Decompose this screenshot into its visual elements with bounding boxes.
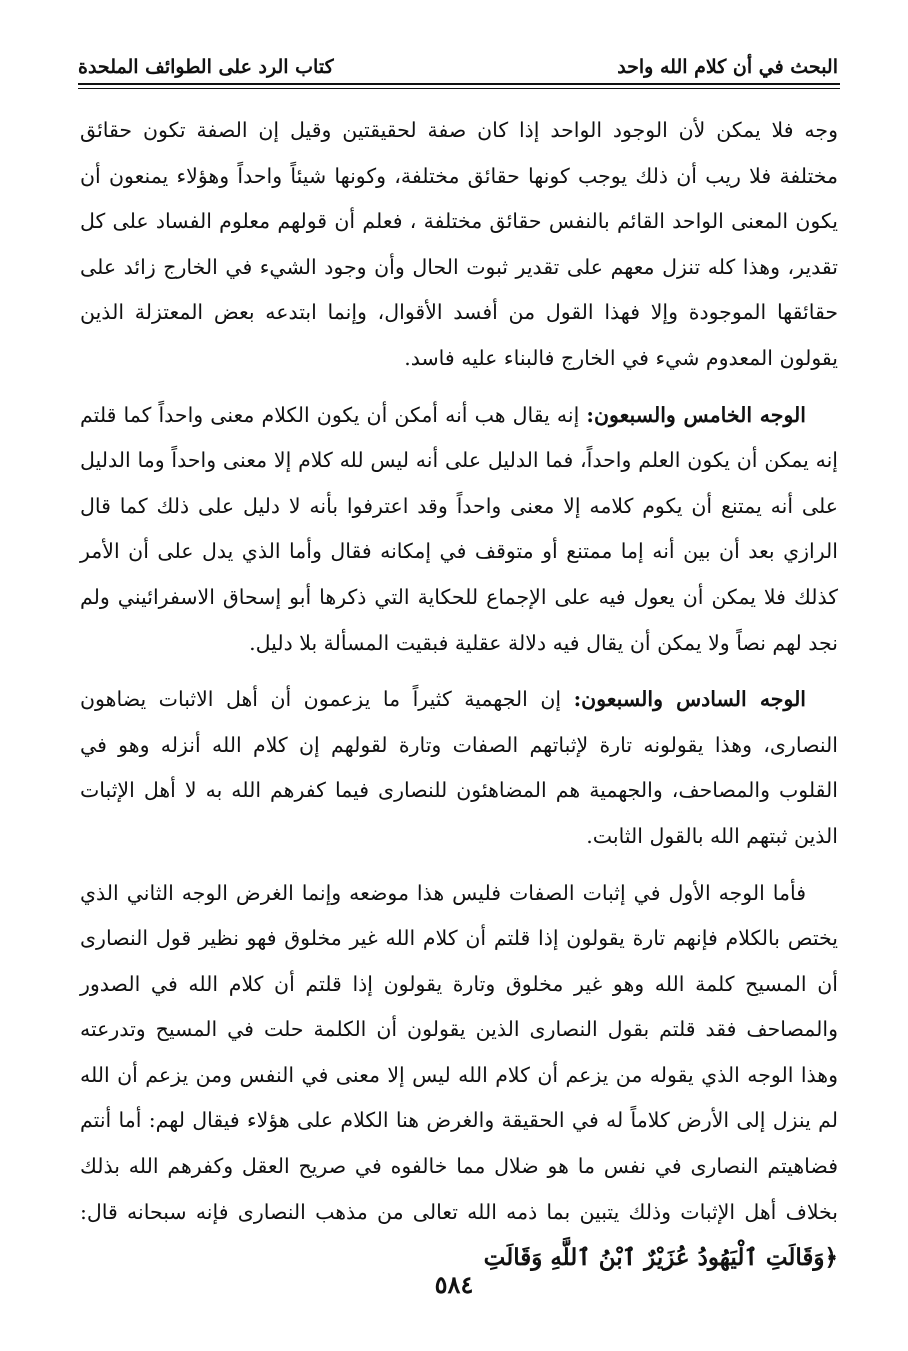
paragraph-text: وجه فلا يمكن لأن الوجود الواحد إذا كان صفة لحقيقتين وقيل إن الصفة تكون حقائق مختلفة فلا ريب أن ذلك يوجب كونها حقائق مختلفة، وكونها شيئاً واحداً وهؤلاء يمنعون أن يكون المعنى الواحد القائم بالنفس حقائق مختلفة ، فعلم أن قولهم معلوم الفساد على كل تقدير، وهذا كله تنزل معهم على تقدير ثبوت الحال وأن وجود الشيء في الخارج زائد على حقائقها الموجودة وإلا فهذا القول من أفسد الأقوال، وإنما ابتدعه بعض المعتزلة الذين يقولون المعدوم شيء في الخارج فالبناء عليه فاسد. — [80, 118, 838, 370]
paragraph-1 — [80, 108, 838, 382]
quran-quote: ﴿وَقَالَتِ ٱلْيَهُودُ عُزَيْرٌ ٱبْنُ ٱللَّهِ وَقَالَتِ — [483, 1244, 838, 1272]
header-rule-thick — [78, 83, 840, 85]
header-section-title: البحث في أن كلام الله واحد — [617, 56, 838, 78]
header-book-title: كتاب الرد على الطوائف الملحدة — [78, 56, 334, 78]
header-rule-thin — [78, 88, 840, 89]
paragraph-text: إنه يقال هب أنه أمكن أن يكون الكلام معنى واحداً كما قلتم إنه يمكن أن يكون العلم واحداً، فما الدليل على أنه ليس لله كلام إلا معنى واحداً وما الدليل على أنه يمتنع أن يكوم كلامه إلا معنى واحداً وقد اعترفوا بأنه لا دليل على ذلك كما قال الرازي بعد أن بين أنه إما ممتنع أو متوقف في إمكانه فقال وأما الذي يدل على أن الأمر كذلك فلا يمكن أن يعول فيه على الإجماع للحكاية التي ذكرها أبو إسحاق الاسفرائيني ولم نجد لهم نصاً ولا يمكن أن يقال فيه دلالة عقلية فبقيت المسألة بلا دليل. — [80, 402, 838, 655]
paragraph-text: فأما الوجه الأول في إثبات الصفات فليس هذا موضعه وإنما الغرض الوجه الثاني الذي يختص بالكلام فإنهم تارة يقولون إذا قلتم أن كلام الله غير مخلوق فهو نظير قول النصارى أن المسيح كلمة الله وهو غير مخلوق وتارة يقولون إذا قلتم أن كلام الله في الصدور والمصاحف فقد قلتم بقول النصارى الذين يقولون أن الكلمة حلت في المسيح وتدرعته وهذا الوجه الذي يقوله من يزعم أن كلام الله ليس إلا معنى في النفس ومن يزعم أن الله لم ينزل إلى الأرض كلاماً له في الحقيقة والغرض هنا الكلام على هؤلاء فيقال لهم: أما أنتم فضاهيتم النصارى في نفس ما هو ضلال مما خالفوه في صريح العقل وكفرهم الله بذلك بخلاف أهل الإثبات وذلك يتبين بما ذمه الله تعالى من مذهب النصارى فإنه سبحانه قال: — [80, 880, 838, 1224]
paragraph-3 — [80, 677, 838, 859]
paragraph-2 — [80, 393, 838, 667]
paragraph-text: إن الجهمية كثيراً ما يزعمون أن أهل الاثبات يضاهون النصارى، وهذا يقولونه تارة لإثباتهم الصفات وتارة لقولهم إن كلام الله أنزله وهو في القلوب والمصاحف، والجهمية هم المضاهئون للنصارى فيما كفرهم الله به لا أهل الإثبات الذين ثبتهم الله بالقول الثابت. — [80, 687, 838, 848]
running-header — [78, 50, 838, 82]
paragraph-heading: الوجه السادس والسبعون: — [573, 687, 807, 712]
page-number: ٥٨٤ — [434, 1270, 474, 1299]
paragraph-4 — [80, 871, 838, 1282]
paragraph-heading: الوجه الخامس والسبعون: — [586, 402, 806, 427]
page-body — [80, 108, 838, 1293]
